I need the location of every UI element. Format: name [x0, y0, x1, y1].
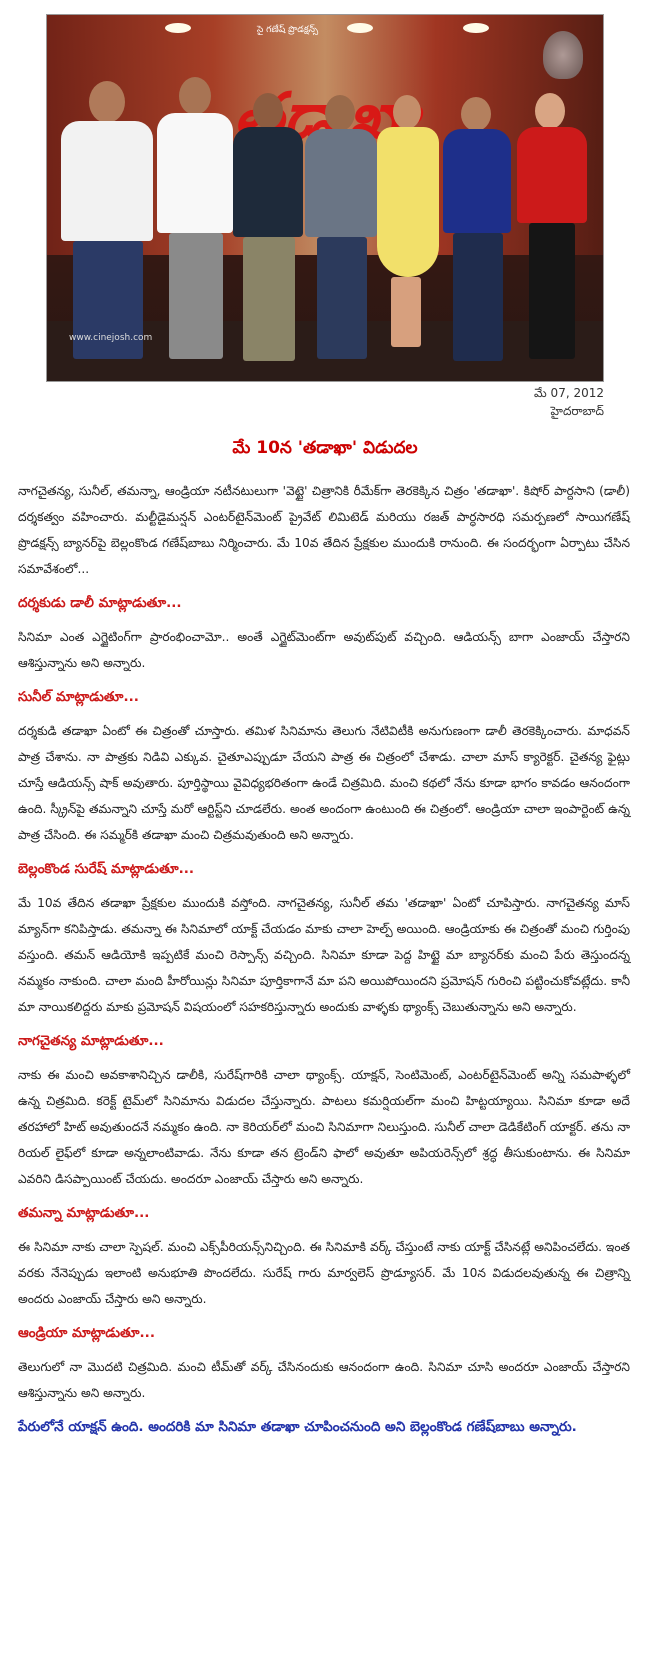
- ceiling-lamp: [165, 23, 191, 33]
- section-heading: తమన్నా మాట్లాడుతూ...: [18, 1205, 150, 1221]
- press-meet-photo: [46, 14, 604, 382]
- article-date: మే 07, 2012: [534, 386, 604, 400]
- article-body: [18, 478, 630, 1440]
- section-paragraph: తెలుగులో నా మొదటి చిత్రమిది. మంచి టీమ్‌తో వర్క్ చేసినందుకు ఆనందంగా ఉంది. సినిమా చూసి అందరూ ఎంజాయ్ చేస్తారని ఆశిస్తున్నాను అని అన్నారు.: [18, 1360, 630, 1400]
- section-paragraph: ఈ సినిమా నాకు చాలా స్పెషల్. మంచి ఎక్స్‌పీరియన్స్‌నిచ్చింది. ఈ సినిమాకి వర్క్ చేస్తుంటే నాకు యాక్ట్ చేసినట్లే అనిపించలేదు. ఇంత వరకు నేనెప్పుడు ఇలాంటి అనుభూతి పొందలేదు. సురేష్ గారు మార్వలెస్ ప్రొడ్యూసర్. మే 10న విడుదలవుతున్న ఈ చిత్రాన్ని అందరు ఎంజాయ్ చేస్తారు అని అన్నారు.: [18, 1240, 630, 1306]
- ceiling-lamp: [463, 23, 489, 33]
- section-heading: సునీల్ మాట్లాడుతూ...: [18, 689, 139, 705]
- banner-sponsor-text: సై గణేష్ ప్రొడక్షన్స్: [257, 25, 319, 35]
- emblem-logo: [543, 31, 583, 79]
- section-paragraph: మే 10వ తేదిన తడాఖా ప్రేక్షకుల ముందుకి వస్తోంది. నాగచైతన్య, సునీల్ తమ 'తడాఖా' ఏంటో చూపిస్తారు. నాగచైతన్య మాస్ మ్యాన్‌గా కనిపిస్తాడు. తమన్నా ఈ సినిమాలో యాక్ట్ చేయడం మాకు చాలా హెల్ప్ అయింది. ఆండ్రియాకు ఈ చిత్రంతో మంచి గుర్తింపు వస్తుంది. తమన్ ఆడియోకి ఇప్పటికే మంచి రెస్పాన్స్ వచ్చింది. సినిమా కూడా పెద్ద హిట్టై మా బ్యానర్‌కు మంచి పేరు తెస్తుందన్న నమ్మకం నాకుంది. చాలా మంది హీరోయిన్లు సినిమా పూర్తికాగానే మా పని అయిపోయిందని ప్రమోషన్ గురించి పట్టించుకోవట్లేదు. కానీ మా నాయికలిద్దరు మాకు ప్రమోషన్ విషయంలో సహకరిస్తున్నారు అందుకు వాళ్ళకు థ్యాంక్స్ చెబుతున్నాను అని అన్నారు.: [18, 896, 630, 1014]
- photo-watermark: www.cinejosh.com: [69, 333, 153, 343]
- section-paragraph: నాకు ఈ మంచి అవకాశానిచ్చిన డాలీకి, సురేష్‌గారికి చాలా థ్యాంక్స్. యాక్షన్, సెంటిమెంట్, ఎంటర్‌టైన్‌మెంట్ అన్ని సమపాళ్ళలో ఉన్న చిత్రమిది. కరెక్ట్ టైమ్‌లో సినిమాను విడుదల చేస్తున్నారు. పాటలు కమర్షియల్‌గా మంచి హిట్టయ్యాయి. సినిమా కూడా అదే తరహాలో హిట్ అవుతుందనే నమ్మకం ఉంది. నా కెరియర్‌లో మంచి సినిమాగా నిలుస్తుంది. సునీల్ చాలా డెడికేటింగ్ యాక్టర్. తను నా రియల్ లైఫ్‌లో కూడా అన్నలాంటివాడు. నేను కూడా తన ట్రెండ్‌ని ఫాలో అవుతూ అపియరెన్స్‌లో శ్రద్ధ తీసుకుంటాను. ఈ సినిమా ఎవరిని డిసప్పాయింట్ చేయదు. అందరూ ఎంజాయ్ చేస్తారు అని అన్నారు.: [18, 1068, 630, 1186]
- section-paragraph: సినిమా ఎంత ఎగ్జైటింగ్‌గా ప్రారంభించామో.. అంతే ఎగ్జైట్‌మెంట్‌గా అవుట్‌పుట్ వచ్చింది. ఆడియన్స్ బాగా ఎంజాయ్ చేస్తారని ఆశిస్తున్నాను అని అన్నారు.: [18, 630, 630, 670]
- section-heading: బెల్లంకొండ సురేష్ మాట్లాడుతూ...: [18, 861, 194, 877]
- article-place: హైదరాబాద్: [550, 404, 604, 418]
- closing-statement: పేరులోనే యాక్షన్ ఉంది. అందరికి మా సినిమా తడాఖా చూపించనుంది అని బెల్లంకొండ గణేష్‌బాబు అన్నారు.: [18, 1419, 577, 1435]
- section-heading: ఆండ్రియా మాట్లాడుతూ...: [18, 1325, 155, 1341]
- section-paragraph: దర్శకుడి తడాఖా ఏంటో ఈ చిత్రంతో చూస్తారు. తమిళ సినిమాను తెలుగు నేటివిటీకి అనుగుణంగా డాలీ తెరకెక్కించారు. మాధవన్ పాత్ర చేశాను. నా పాత్రకు నిడివి ఎక్కువ. చైతూఎప్పుడూ చేయని పాత్ర ఈ చిత్రంలో చేశాడు. చాలా మాస్ క్యారెక్టర్. చైతన్య ఫైట్లు చూస్తే ఆడియన్స్ షాక్ అవుతారు. పూర్తిస్థాయి వైవిధ్యభరితంగా ఉండే చిత్రమిది. మంచి కథలో నేను కూడా భాగం కావడం ఆనందంగా ఉంది. స్క్రీన్‌పై తమన్నాని చూస్తే మరో ఆర్టిస్ట్‌ని చూడలేరు. అంత అందంగా ఉంటుంది ఈ చిత్రంలో. ఆండ్రియా చాలా ఇంపార్టెంట్ ఉన్న పాత్ర చేసింది. ఈ సమ్మర్‌కి తడాఖా మంచి చిత్రమవుతుంది అని అన్నారు.: [18, 724, 630, 842]
- section-heading: దర్శకుడు డాలీ మాట్లాడుతూ...: [18, 595, 182, 611]
- ceiling-lamp: [347, 23, 373, 33]
- section-heading: నాగచైతన్య మాట్లాడుతూ...: [18, 1033, 164, 1049]
- article-title: మే 10న 'తడాఖా' విడుదల: [232, 438, 418, 458]
- intro-paragraph: నాగచైతన్య, సునీల్, తమన్నా, ఆండ్రియా నటీనటులుగా 'వెట్టై' చిత్రానికి రీమేక్‌గా తెరకెక్కిన చిత్రం 'తడాఖా'. కిషోర్ పార్దసాని (డాలీ) దర్శకత్వం వహించారు. మల్టీడైమన్షన్ ఎంటర్‌టైన్‌మెంట్ ప్రైవేట్ లిమిటెడ్ మరియు రజత్ పార్ధసారధి సమర్పణలో సాయిగణేష్ ప్రొడక్షన్స్ బ్యానర్‌పై బెల్లంకొండ గణేష్‌బాబు నిర్మించారు. మే 10వ తేదిన ప్రేక్షకుల ముందుకి రానుంది. ఈ సందర్భంగా ఏర్పాటు చేసిన సమావేశంలో...: [18, 484, 630, 576]
